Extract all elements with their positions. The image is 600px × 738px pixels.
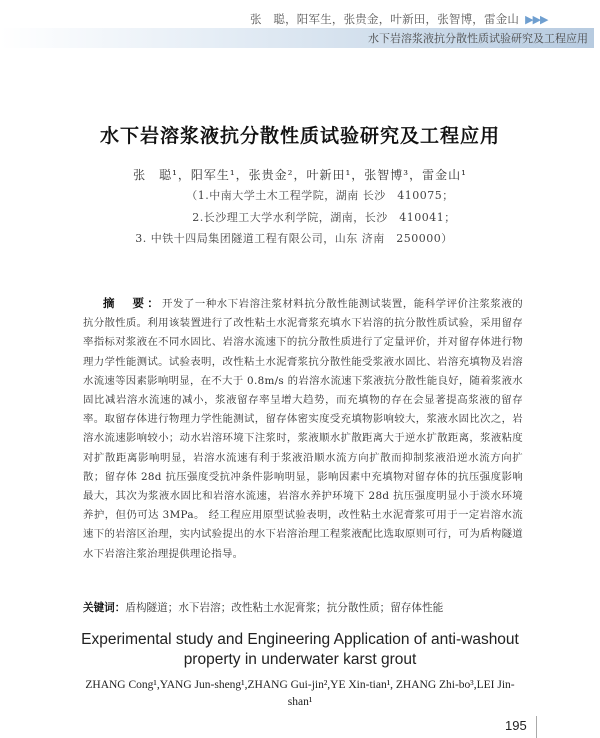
author-list: 张 聪¹，阳军生¹，张贵金²，叶新田¹，张智博³，雷金山¹	[133, 168, 467, 182]
paper-title: 水下岩溶浆液抗分散性质试验研究及工程应用	[99, 125, 500, 147]
affiliation-2: 2.长沙理工大学水利学院，湖南，长沙 410041；	[192, 211, 456, 224]
abstract	[83, 294, 523, 564]
english-authors: ZHANG Cong¹,YANG Jun-sheng¹,ZHANG Gui-jin²,YE Xin-tian¹, ZHANG Zhi-bo³,LEI Jin-shan¹	[85, 679, 515, 708]
running-header-authors	[250, 11, 590, 27]
affiliation-1: （1.中南大学土木工程学院，湖南 长沙 410075；	[186, 189, 454, 202]
header-authors-text: 张 聪，阳军生，张贵金，叶新田，张智博，雷金山	[250, 12, 520, 26]
abstract-text: 开发了一种水下岩溶注浆材料抗分散性能测试装置，能科学评价注浆浆液的抗分散性质。利用该装置进行了改性粘土水泥膏浆充填水下岩溶的抗分散性质试验，采用留存率指标对浆液在不同水固比、岩溶水流速下的抗分散性质进行了定量评价，并对留存体进行物理力学性能测试。试验表明，改性粘土水泥膏浆抗分散性能受浆液水固比、岩溶充填物及岩溶水流速等因素影响明显，在不大于 0.8m/s 的岩溶水流速下浆液抗分散性能良好，随着浆液水固比减岩溶水流速的减小，浆液留存率呈增大趋势，而充填物的存在会显著提高浆液的留存率。取留存体进行物理力学性能测试，留存体密实度受充填物影响较大，浆液水固比次之，岩溶水流速影响较小；动水岩溶环境下注浆时，浆液顺水扩散距离大于逆水扩散距离，浆液粘度对扩散距离影响明显，岩溶水流速有利于浆液沿顺水流方向扩散而抑制浆液沿逆水流方向扩散；留存体 28d 抗压强度受抗冲条件影响明显，影响因素中充填物对留存体的抗压强度影响最大，其次为浆液水固比和岩溶水流速，岩溶水养护环境下 28d 抗压强度明显小于淡水环境养护，但仍可达 3MPa。 经工程应用原型试验表明，改性粘土水泥膏浆可用于一定岩溶水流速下的岩溶区治理，实内试验提出的水下岩溶治理工程浆液配比选取原则可行，可为盾构隧道水下岩溶注浆治理提供理论指导。	[83, 298, 523, 560]
affiliation-3: 3. 中铁十四局集团隧道工程有限公司，山东 济南 250000）	[135, 232, 453, 245]
english-title-line-1: Experimental study and Engineering Application of anti-washout	[81, 631, 519, 648]
page-number: 195	[505, 718, 527, 733]
running-header-title: 水下岩溶浆液抗分散性质试验研究及工程应用	[368, 32, 588, 45]
keywords-label: 关键词：	[83, 602, 126, 614]
keywords-text: 盾构隧道；水下岩溶；改性粘土水泥膏浆；抗分散性质；留存体性能	[125, 602, 444, 614]
english-title	[80, 630, 520, 670]
keywords	[83, 600, 523, 615]
page-number-divider	[536, 716, 537, 738]
abstract-label: 摘 要：	[103, 296, 163, 310]
english-title-line-2: property in underwater karst grout	[183, 651, 417, 668]
header-arrow-icon: ▶▶▶	[525, 13, 548, 26]
